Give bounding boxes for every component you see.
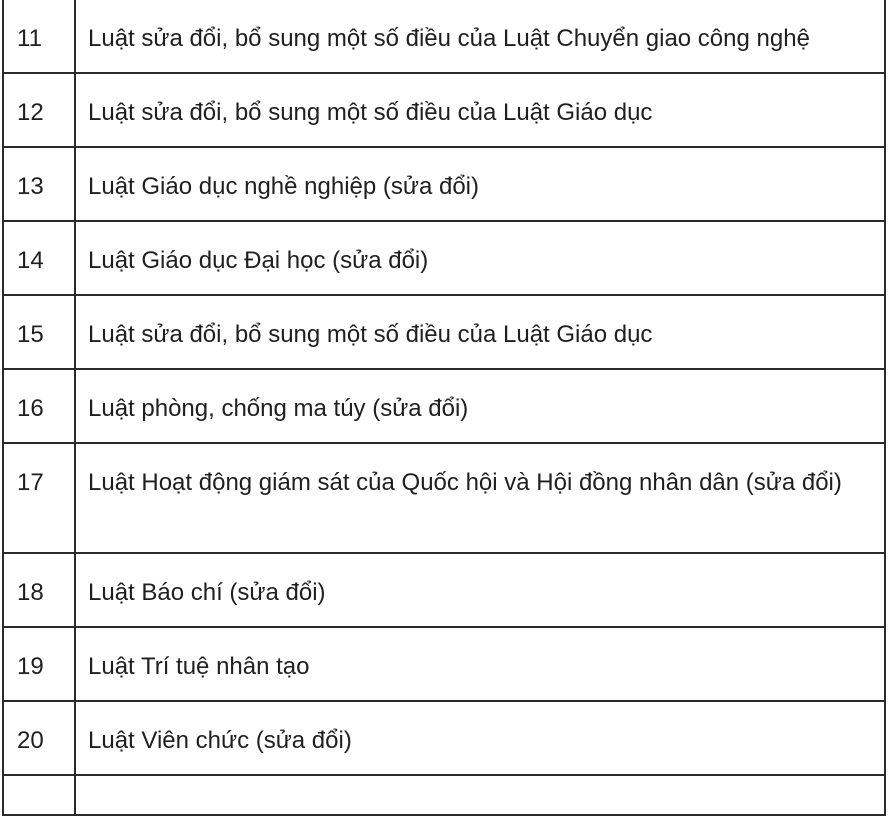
table-row bbox=[3, 147, 885, 221]
table-row bbox=[3, 0, 885, 73]
table-row bbox=[3, 73, 885, 147]
row-number: 20 bbox=[3, 701, 75, 775]
table-row-partial bbox=[3, 775, 885, 815]
row-number: 17 bbox=[3, 443, 75, 553]
row-number: 14 bbox=[3, 221, 75, 295]
table-row bbox=[3, 295, 885, 369]
law-name: Luật Giáo dục nghề nghiệp (sửa đổi) bbox=[75, 147, 885, 221]
law-list-table bbox=[2, 0, 886, 816]
row-number: 19 bbox=[3, 627, 75, 701]
law-name-empty bbox=[75, 775, 885, 815]
law-name: Luật Viên chức (sửa đổi) bbox=[75, 701, 885, 775]
law-name: Luật sửa đổi, bổ sung một số điều của Luật Giáo dục bbox=[75, 73, 885, 147]
law-name: Luật sửa đổi, bổ sung một số điều của Luật Chuyển giao công nghệ bbox=[75, 0, 885, 73]
table-row bbox=[3, 443, 885, 553]
law-list-body bbox=[3, 0, 885, 815]
row-number: 18 bbox=[3, 553, 75, 627]
row-number: 11 bbox=[3, 0, 75, 73]
table-row bbox=[3, 701, 885, 775]
table-row bbox=[3, 553, 885, 627]
law-name: Luật Trí tuệ nhân tạo bbox=[75, 627, 885, 701]
law-name: Luật sửa đổi, bổ sung một số điều của Luật Giáo dục bbox=[75, 295, 885, 369]
row-number: 13 bbox=[3, 147, 75, 221]
law-name: Luật phòng, chống ma túy (sửa đổi) bbox=[75, 369, 885, 443]
law-name: Luật Báo chí (sửa đổi) bbox=[75, 553, 885, 627]
table-row bbox=[3, 221, 885, 295]
row-number: 16 bbox=[3, 369, 75, 443]
row-number: 12 bbox=[3, 73, 75, 147]
table-row bbox=[3, 627, 885, 701]
row-number: 15 bbox=[3, 295, 75, 369]
law-name: Luật Hoạt động giám sát của Quốc hội và Hội đồng nhân dân (sửa đổi) bbox=[75, 443, 885, 553]
table-row bbox=[3, 369, 885, 443]
row-number-empty bbox=[3, 775, 75, 815]
law-name: Luật Giáo dục Đại học (sửa đổi) bbox=[75, 221, 885, 295]
